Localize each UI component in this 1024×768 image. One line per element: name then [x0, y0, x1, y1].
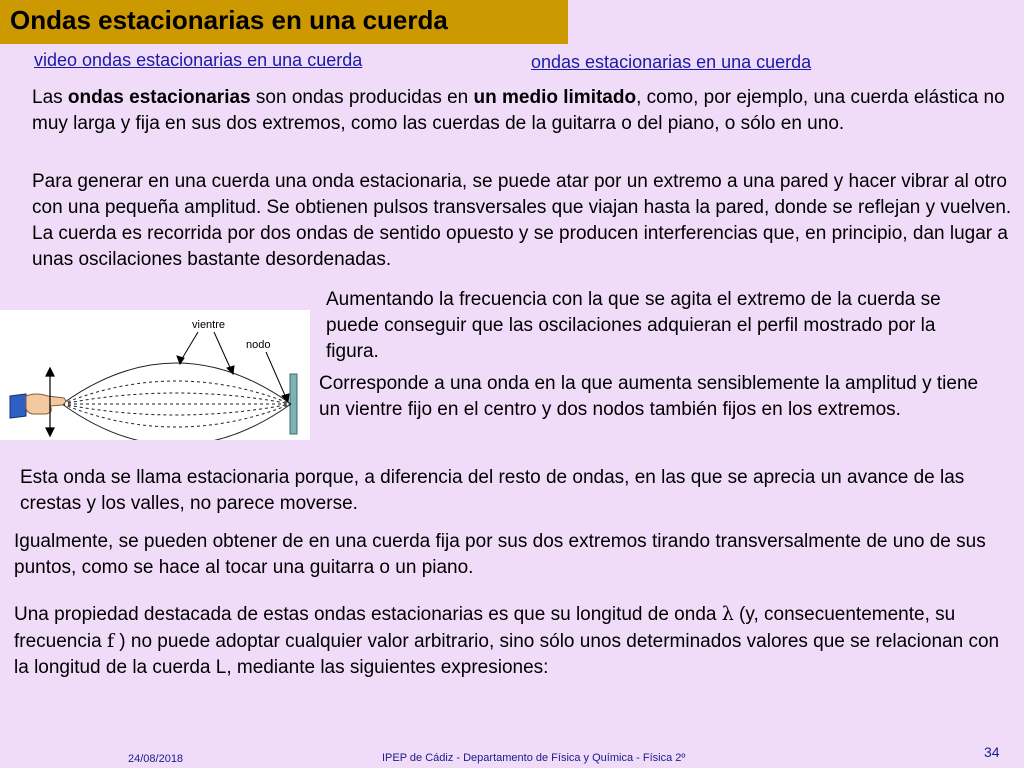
node-label: nodo — [246, 339, 271, 351]
simulation-link[interactable]: ondas estacionarias en una cuerda — [531, 52, 812, 72]
footer-date: 24/08/2018 — [128, 753, 184, 765]
paragraph-fixed-ends: Igualmente, se pueden obtener de en una cuerda fija por sus dos extremos tirando transversalmente de uno de sus puntos, como se hace al tocar una guitarra o un piano. — [14, 531, 986, 578]
paragraph-frequency: Aumentando la frecuencia con la que se agita el extremo de la cuerda se puede conseguir que las oscilaciones adquieran el perfil mostrado por la figura. — [326, 289, 941, 362]
page-number: 34 — [984, 744, 1000, 760]
title-bar — [0, 0, 568, 44]
standing-wave-figure — [0, 310, 310, 440]
video-link[interactable]: video ondas estacionarias en una cuerda — [34, 50, 363, 70]
paragraph-generation: Para generar en una cuerda una onda estacionaria, se puede atar por un extremo a una pared y hacer vibrar al otro con una pequeña amplitud. Se obtienen pulsos transversales que viajan hasta la pared, donde se reflejan y vuelven. La cuerda es recorrida por dos ondas de sentido opuesto y se producen interferencias que, en principio, dan lugar a unas oscilaciones bastante desordenadas. — [32, 171, 1012, 270]
paragraph-intro: Las ondas estacionarias son ondas producidas en un medio limitado, como, por ejemplo, una cuerda elástica no muy larga y fija en sus dos extremos, como las cuerdas de la guitarra o del piano, o sólo en uno. — [32, 87, 1005, 134]
footer-center: IPEP de Cádiz - Departamento de Física y Química - Física 2º — [382, 752, 686, 764]
wall-icon — [290, 374, 297, 434]
paragraph-stationary: Esta onda se llama estacionaria porque, a diferencia del resto de ondas, en las que se aprecia un avance de las crestas y los valles, no parece moverse. — [20, 467, 965, 514]
frequency-symbol: f — [106, 630, 114, 652]
page-title: Ondas estacionarias en una cuerda — [10, 5, 448, 35]
antinode-label: vientre — [192, 319, 226, 331]
lambda-symbol: λ — [721, 603, 734, 625]
paragraph-antinode: Corresponde a una onda en la que aumenta sensiblemente la amplitud y tiene un vientre fijo en el centro y dos nodos también fijos en los extremos. — [319, 373, 979, 420]
string-envelope — [62, 363, 291, 440]
standing-wave-diagram — [0, 310, 310, 440]
hand-icon — [10, 394, 66, 418]
paragraph-wavelength: Una propiedad destacada de estas ondas estacionarias es que su longitud de onda λ (y, consecuentemente, su frecuencia f ) no puede adoptar cualquier valor arbitrario, sino sólo unos determinados valores que se relacionan con la longitud de la cuerda L, mediante las siguientes expresiones: — [14, 603, 1000, 678]
